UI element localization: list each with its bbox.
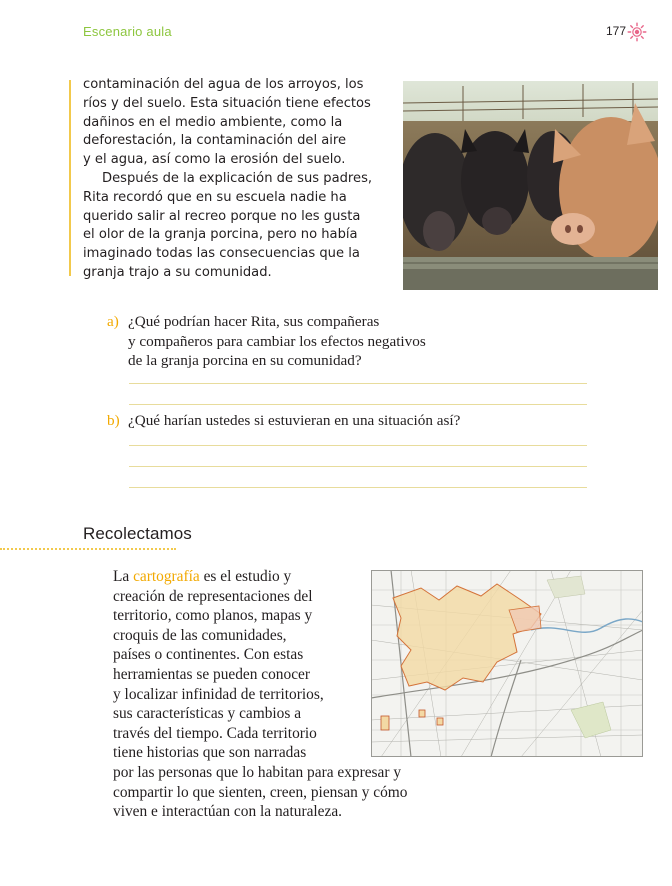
question-text: ¿Qué podrían hacer Rita, sus compañeras xyxy=(128,313,380,330)
body-line: compartir lo que sienten, creen, piensan y cómo xyxy=(113,783,408,801)
section-title: Recolectamos xyxy=(83,524,192,543)
body-line: croquis de las comunidades, xyxy=(113,626,287,644)
body-line: viven e interactúan con la naturaleza. xyxy=(113,803,343,821)
body-line: países o continentes. Con estas xyxy=(113,646,304,664)
section-label: Escenario aula xyxy=(83,24,172,39)
question-letter: b) xyxy=(107,412,120,429)
answer-line-b2[interactable] xyxy=(129,466,587,467)
story-line: el olor de la granja porcina, pero no había xyxy=(83,227,358,243)
body-line: tiene historias que son narradas xyxy=(113,744,307,762)
question-a xyxy=(107,312,587,371)
cartography-text xyxy=(113,567,407,822)
body-intro: La xyxy=(113,568,134,585)
body-line: por las personas que lo habitan para expresar y xyxy=(113,763,402,781)
city-map xyxy=(371,570,643,757)
story-side-bar xyxy=(69,80,71,276)
story-line: y el agua, así como la erosión del suelo. xyxy=(83,152,346,168)
story-line: contaminación del agua de los arroyos, los xyxy=(83,77,364,92)
page-number: 177 xyxy=(606,24,627,38)
question-letter: a) xyxy=(107,313,119,330)
question-text: ¿Qué harían ustedes si estuvieran en una situación así? xyxy=(128,412,461,429)
story-line: Después de la explicación de sus padres, xyxy=(102,170,373,186)
story-line: querido salir al recreo porque no les gusta xyxy=(83,208,361,224)
body-line: través del tiempo. Cada territorio xyxy=(113,724,317,742)
question-b xyxy=(107,411,587,431)
story-line: deforestación, la contaminación del aire xyxy=(83,133,347,149)
answer-line-a1[interactable] xyxy=(129,383,587,384)
rosette-icon xyxy=(627,22,647,42)
term-highlight: cartografía xyxy=(133,568,200,585)
story-line: granja trajo a su comunidad. xyxy=(83,264,272,280)
question-text: y compañeros para cambiar los efectos negativos xyxy=(128,332,426,350)
body-line xyxy=(113,567,407,587)
pigs-photo xyxy=(403,81,658,290)
answer-line-b1[interactable] xyxy=(129,445,587,446)
body-line: territorio, como planos, mapas y xyxy=(113,607,313,625)
story-line: Rita recordó que en su escuela nadie ha xyxy=(83,189,347,205)
body-line: y localizar infinidad de territorios, xyxy=(113,685,324,703)
story-line: ríos y del suelo. Esta situación tiene efectos xyxy=(83,95,371,111)
story-line: imaginado todas las consecuencias que la xyxy=(83,246,360,262)
body-first-rest: es el estudio y xyxy=(199,568,292,585)
answer-line-b3[interactable] xyxy=(129,487,587,488)
question-text: de la granja porcina en su comunidad? xyxy=(128,352,362,369)
story-line: dañinos en el medio ambiente, como la xyxy=(83,114,343,130)
answer-line-a2[interactable] xyxy=(129,404,587,405)
body-line: herramientas se pueden conocer xyxy=(113,665,310,683)
body-line: sus características y cambios a xyxy=(113,705,302,723)
section-divider xyxy=(0,548,176,550)
body-line: creación de representaciones del xyxy=(113,587,313,605)
story-text xyxy=(83,76,395,283)
